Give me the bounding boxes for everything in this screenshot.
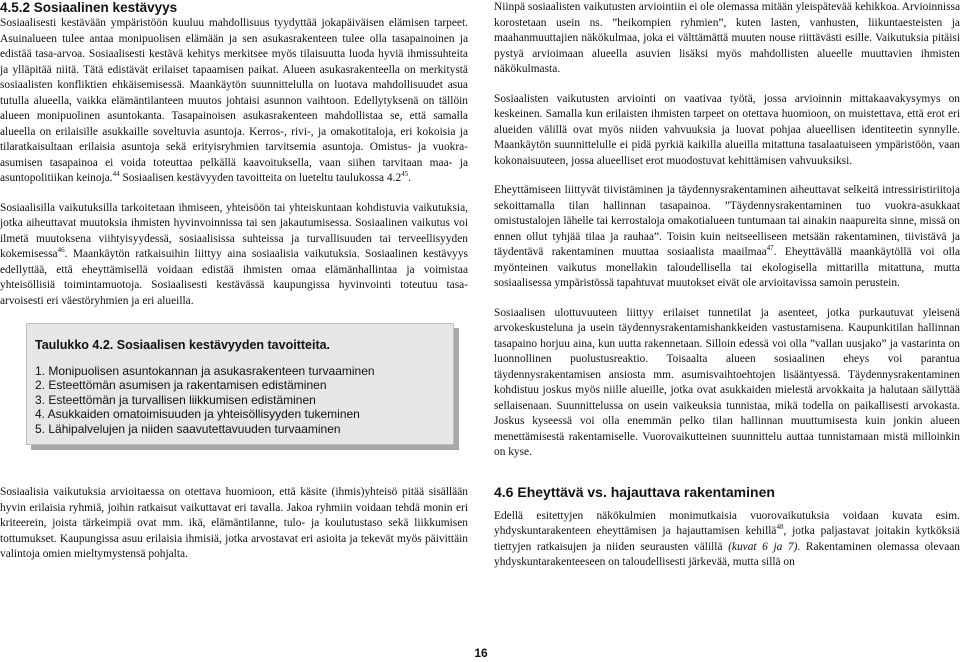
paragraph-scale [494,92,960,170]
left-column [0,0,468,563]
footnote-ref: 44 [112,170,120,179]
paragraph-text: Sosiaalisia vaikutuksia arvioitaessa on otettava huomioon, että käsite (ihmis)yhteisö pitää sisällään hyvin erilaisia ryhmiä, joihin ratkaisut vaikuttavat eri tavalla. Jakoa ryhmiin voidaan tehdä monin eri kriteerein, joista tärkeimpiä ovat mm. ikä, elämäntilanne, tulo- ja koulutustaso sekä liikkumisen tottumukset. Kaupungissa asuu erilaisia ihmisiä, jotka arvostavat eri asioita ja tekevät myös päivittäin valintoja omien mieltymystensä pohjalta. [0,486,468,561]
paragraph-text: Eheyttämiseen liittyvät tiivistäminen ja täydennysrakentaminen aiheuttavat selkeitä intressiristiriitoja sekoittamalla tilan hallinnan tasapainoa. ”Täydennysrakentaminen tuo vuokra-asukkaat omistustalojen lähelle tai kerrostaloja omakotialueen tuntumaan tai ainakin naapureita sinne, missä on ennen ollut tyhjää tilaa ja rauhaa”. Toisin kuin neitseelliseen metsään rakentaminen, tiivistävä ja täydentävä rakentaminen muuttaa sosiaalista maailmaa [494,184,960,258]
paragraph-text: , jotka paljastavat joitakin kytköksiä tiettyjen ratkaisujen ja niiden seurausten välillä [494,525,960,553]
footnote-ref: 45 [401,170,409,179]
paragraph-text: . [408,172,412,184]
paragraph-text: Sosiaalisen kestävyyden tavoitteita on lueteltu taulukossa 4.2 [119,172,402,184]
footnote-ref: 48 [776,523,784,532]
paragraph-text: . Eheyttävällä maankäytöllä voi olla myönteinen vaikutus monellakin taloudellisella tai ekologisella mittarilla mitattuna, mutta sosiaalisessa ympäristössä tapahtuvat muutokset eivät ole arvioitavissa samoin perustein. [494,246,960,289]
section-heading-eheyttava: 4.6 Eheyttävä vs. hajauttava rakentaminen [494,483,775,500]
table-item: 4. Asukkaiden omatoimisuuden ja yhteisöllisyyden tukeminen [35,407,360,422]
table-title: Taulukko 4.2. Sosiaalisen kestävyyden tavoitteita. [35,338,331,352]
paragraph-text: . Rakentaminen olemassa olevaan yhdyskuntarakenteeseen on taloudellisesti järkevää, mutta sillä on [494,540,960,568]
right-column [494,0,960,571]
paragraph-social-sustainability [0,16,468,187]
paragraph-attitudes [494,306,960,461]
paragraph-text: Niinpä sosiaalisten vaikutusten arviointiin ei ole olemassa mitään yleispätevää kehikkoa. Arvioinnissa korostetaan usein ns. ”heikompien ryhmien”, kuten lasten, vanhusten, liikuntaesteisten ja maahanmuuttajien näkökulmaa, joka ei välttämättä muuten nouse riittävästi esille. Vaikutuksia pitäisi pystyä arvioimaan alueella asuvien lisäksi myös mahdollisten alueelle muuttavien ihmisten näkökulmasta. [494,1,960,75]
table-item: 1. Monipuolisen asuntokannan ja asukasrakenteen turvaaminen [35,363,375,378]
page-number: 16 [474,646,488,660]
paragraph-infill [494,183,960,292]
paragraph-assessment [494,0,960,78]
paragraph-text: Sosiaalisen ulottuvuuteen liittyy erilaiset tunnetilat ja asenteet, jotka purkautuvat yleisenä arvokeskusteluna ja usein täydennysrakentamishankkeiden vastustamisena. Kaupunkitilan hallinnan tasapaino horjuu aina, kun uutta rakennetaan. Silloin edessä voi olla ”vallan uusjako” ja vastarinta on luonnollinen puolustusreaktio. Toisaalta alueen sosiaalinen eheys voi parantua täydennysrakentamisen ansiosta mm. asumisvaihtoehtojen lisääntyessä. Täydennysrakentaminen kohdistuu joskus myös niille alueille, jotka ovat asukkaiden mielestä arvokkaita ja halutaan säilyttää sellaisenaan. Suunnittelussa on usein vaikeuksia tunnistaa, mikä todella on paikallisesti arvokasta. Joskus kyseessä voi olla enemmän pelko tilan hallinnan muuttumisesta kuin jonkin alueen menettämisestä rakentamiselle. Vuorovaikutteinen suunnittelu auttaa tunnistamaan mistä milloinkin on kyse. [494,306,960,458]
table-item: 2. Esteettömän asumisen ja rakentamisen edistäminen [35,378,327,393]
table-box [26,323,454,445]
footnote-ref: 46 [57,246,65,255]
paragraph-interactions [494,509,960,571]
table-item: 3. Esteettömän ja turvallisen liikkumisen edistäminen [35,392,316,407]
paragraph-text: . Maankäytön ratkaisuihin liittyy aina sosiaalisia vaikutuksia. Sosiaalinen kestävyys edellyttää, että eheyttämisellä voidaan edistää ihmisten omaa elämänhallintaa ja voimistaa yhteisöllisiä toimintamuotoja. Sosiaalisesti kestävässä kaupungissa hyvinvointi toteutuu tasa-arvoisesti eri väestöryhmien ja eri alueilla. [0,248,468,307]
paragraph-groups [0,485,468,563]
paragraph-text: Sosiaalisilla vaikutuksilla tarkoitetaan ihmiseen, yhteisöön tai yhteiskuntaan kohdistuvia vaikutuksia, jotka aiheuttavat muutoksia ihmisten hyvinvoinnissa tai sen jakautumisessa. Sosiaalinen vaikutus voi ilmetä muutoksena viihtyisyydessä, sosiaalisissa suhteissa ja turvallisuuden tai terveellisyyden kokemisessa [0,201,468,260]
figure-reference: (kuvat 6 ja 7) [728,540,798,553]
paragraph-text: Sosiaalisten vaikutusten arviointi on vaativaa työtä, jossa arvioinnin mittakaavakysymys on keskeinen. Samalla kun erilaisten ihmisten tarpeet on otettava huomioon, on muistettava, että erot eri alueiden välillä ovat myös niiden vahvuuksia ja luovat pohjaa alueellisen identiteetin synnylle. Maankäytön suunnittelulle ei pidä pyrkiä kaikilla alueilla mitattuna tasalaatuiseen ympäristöön, vaan kokonaisuuteen, jossa alueelliset erot muodostuvat kehittämisen vahvuuksiksi. [494,92,960,167]
paragraph-text: Edellä esitettyjen näkökulmien monimutkaisia vuorovaikutuksia voidaan kuvata esim. yhdyskuntarakenteen eheyttämisen ja hajauttamisen kehillä [494,509,960,537]
footnote-ref: 47 [766,244,774,253]
section-heading-sosiaalinen-kestavyys: 4.5.2 Sosiaalinen kestävyys [0,0,178,15]
paragraph-social-impacts [0,201,468,310]
paragraph-text: Sosiaalisesti kestävään ympäristöön kuuluu mahdollisuus tyydyttää jokapäiväisen elämisen tarpeet. Asuinalueen tulee antaa monipuolisen elämään ja sen asukasrakenteen tulee olla tasapainoinen ja edistää tasa-arvoa. Sosiaalisesti kestävä kehitys merkitsee myös tilaisuutta luoda hyviä ihmissuhteita ja ylläpitää niitä. Tätä edistävät erilaiset tapaamisen paikat. Alueen asukasrakenteella on merkitystä sosiaalisten konfliktien ehkäisemisessä. Maankäytön suunnittelulla on luotava mahdollisuudet asua tutulla alueella, vaikka elämäntilanteen muutos johtaisi asunnon vaihtoon. Edellytyksenä on tällöin alueen monipuolinen asuntokanta. Tasapainoisen asukasrakenteen mahdollistaa se, että samalla alueella on erilaisille asukkaille soveltuvia asuntoja. Kerros-, rivi-, ja omakotitaloja, eri kokoisia ja tilaratkaisultaan erilaisia asuntoja sekä erityisryhmien tarvitsemia asuntoja. Omistus- ja vuokra-asumisen tasapainoa ei voida toteuttaa pelkällä kaavoituksella, vaan siihen tarvitaan maa- ja asuntopolitiikan keinoja. [0,17,468,184]
table-item: 5. Lähipalvelujen ja niiden saavutettavuuden turvaaminen [35,421,341,436]
